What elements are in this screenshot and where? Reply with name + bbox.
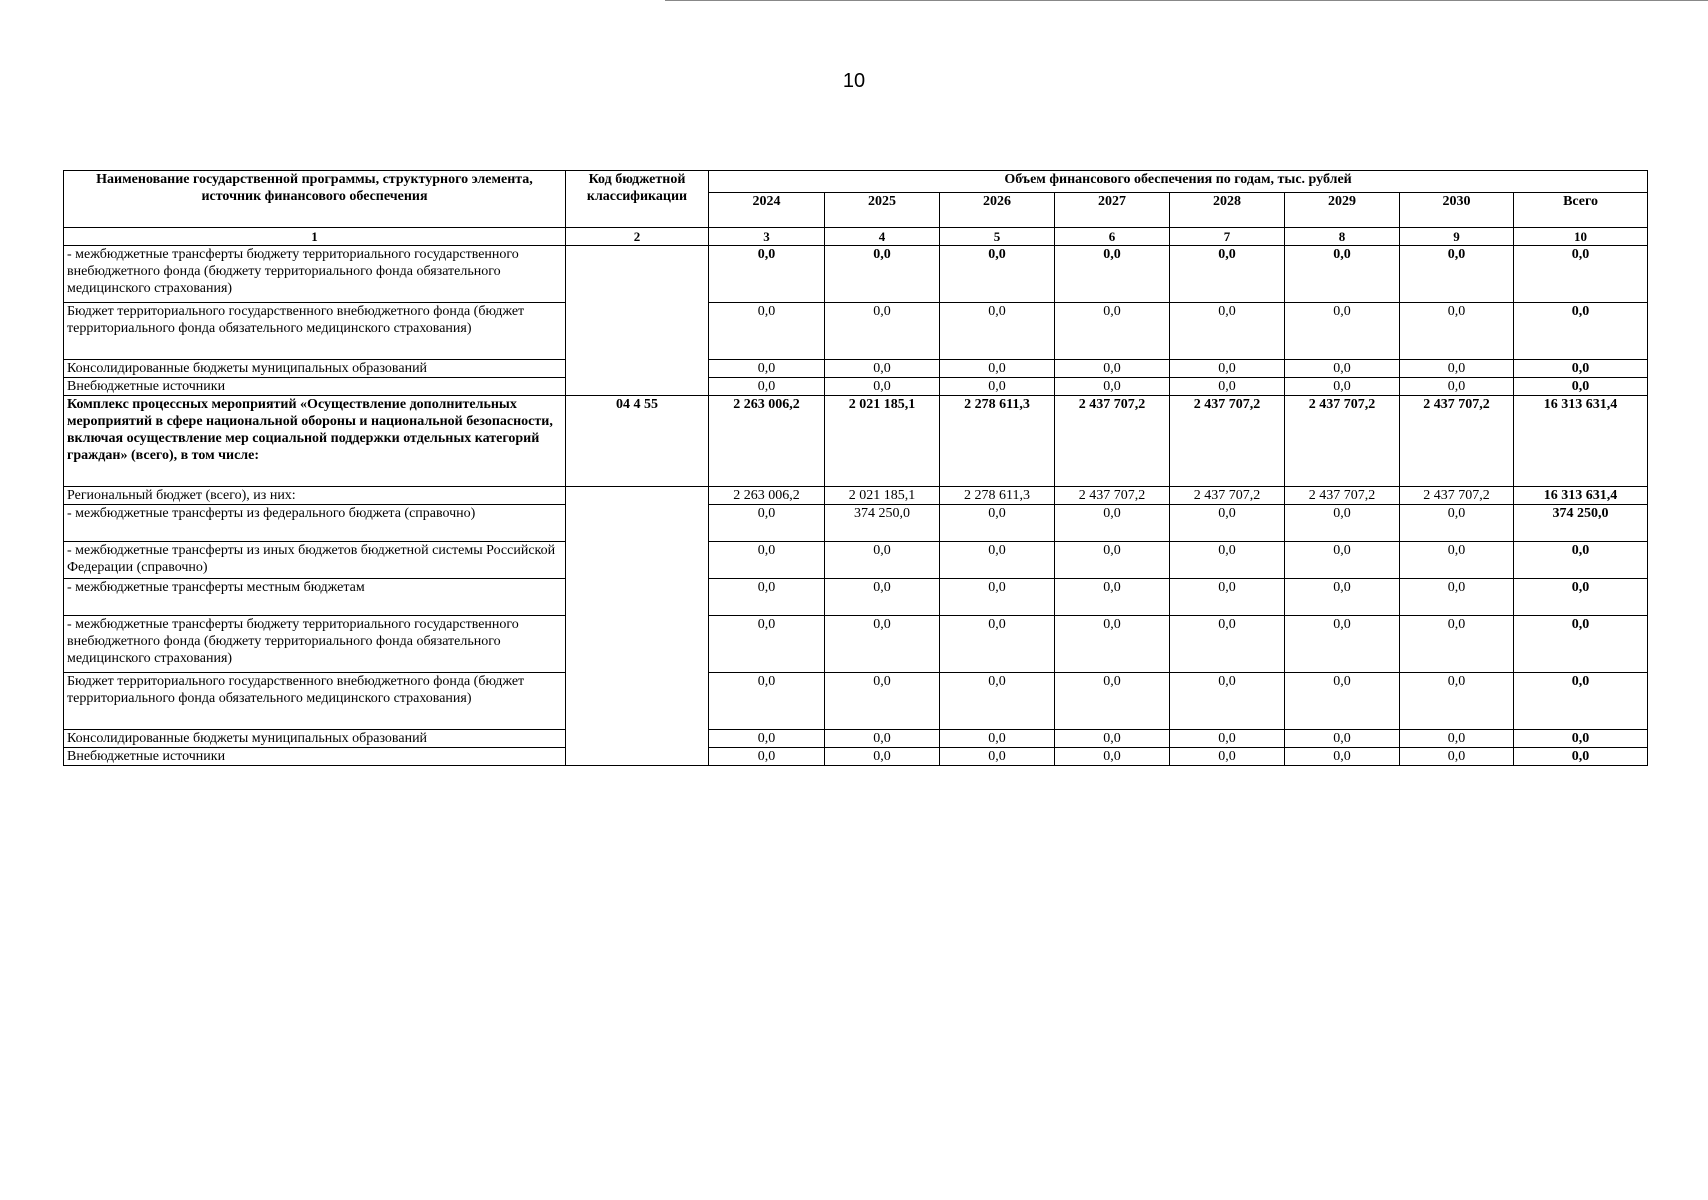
row-value: 2 263 006,2 [709, 396, 825, 487]
header-year: 2026 [940, 193, 1055, 228]
row-total: 16 313 631,4 [1514, 487, 1648, 505]
row-value: 0,0 [1055, 542, 1170, 579]
row-value: 2 021 185,1 [825, 487, 940, 505]
row-total: 0,0 [1514, 730, 1648, 748]
row-value: 0,0 [1400, 360, 1514, 378]
budget-table [63, 170, 1648, 766]
row-value: 0,0 [825, 246, 940, 303]
row-value: 0,0 [940, 616, 1055, 673]
row-value: 0,0 [1055, 673, 1170, 730]
row-value: 0,0 [1055, 616, 1170, 673]
row-value: 0,0 [1055, 579, 1170, 616]
header-code: Код бюджетной классификации [566, 171, 709, 228]
row-total: 0,0 [1514, 360, 1648, 378]
header-year: 2024 [709, 193, 825, 228]
table-row [64, 378, 1648, 396]
row-value: 0,0 [1285, 616, 1400, 673]
row-value: 0,0 [825, 360, 940, 378]
table-row [64, 616, 1648, 673]
index-cell: 4 [825, 228, 940, 246]
header-year: 2028 [1170, 193, 1285, 228]
row-value: 2 437 707,2 [1400, 396, 1514, 487]
row-value: 0,0 [1170, 378, 1285, 396]
row-code [566, 487, 709, 766]
row-value: 0,0 [1170, 303, 1285, 360]
row-total: 16 313 631,4 [1514, 396, 1648, 487]
row-value: 0,0 [709, 579, 825, 616]
header-row [64, 171, 1648, 193]
scan-edge-line [665, 0, 1708, 1]
row-total: 0,0 [1514, 246, 1648, 303]
row-total: 0,0 [1514, 378, 1648, 396]
row-value: 0,0 [1400, 542, 1514, 579]
header-year: 2025 [825, 193, 940, 228]
row-value: 0,0 [940, 378, 1055, 396]
row-value: 0,0 [709, 542, 825, 579]
row-value: 0,0 [1055, 748, 1170, 766]
row-value: 0,0 [1285, 673, 1400, 730]
table-row [64, 487, 1648, 505]
row-value: 0,0 [709, 616, 825, 673]
row-value: 0,0 [940, 730, 1055, 748]
row-value: 2 437 707,2 [1285, 396, 1400, 487]
row-value: 0,0 [709, 748, 825, 766]
row-total: 374 250,0 [1514, 505, 1648, 542]
row-value: 0,0 [1285, 505, 1400, 542]
row-value: 0,0 [825, 730, 940, 748]
row-value: 0,0 [709, 730, 825, 748]
row-value: 0,0 [1285, 246, 1400, 303]
index-cell: 5 [940, 228, 1055, 246]
table-row-program [64, 396, 1648, 487]
row-value: 0,0 [1170, 542, 1285, 579]
row-value: 0,0 [940, 505, 1055, 542]
header-index-row [64, 228, 1648, 246]
row-value: 0,0 [1170, 246, 1285, 303]
row-value: 0,0 [940, 542, 1055, 579]
row-value: 0,0 [1285, 730, 1400, 748]
row-value: 0,0 [1055, 303, 1170, 360]
row-value: 2 263 006,2 [709, 487, 825, 505]
row-value: 0,0 [1400, 505, 1514, 542]
table-row [64, 246, 1648, 303]
row-name: - межбюджетные трансферты из федерального бюджета (справочно) [64, 505, 566, 542]
index-cell: 7 [1170, 228, 1285, 246]
row-total: 0,0 [1514, 616, 1648, 673]
row-value: 0,0 [1055, 730, 1170, 748]
row-name: Консолидированные бюджеты муниципальных образований [64, 730, 566, 748]
row-value: 0,0 [1170, 673, 1285, 730]
header-year: 2029 [1285, 193, 1400, 228]
row-value: 0,0 [825, 673, 940, 730]
row-name: - межбюджетные трансферты местным бюджетам [64, 579, 566, 616]
row-value: 2 021 185,1 [825, 396, 940, 487]
row-value: 0,0 [825, 303, 940, 360]
row-value: 0,0 [709, 360, 825, 378]
row-value: 0,0 [1170, 505, 1285, 542]
table-row [64, 673, 1648, 730]
row-value: 0,0 [940, 246, 1055, 303]
row-name: Внебюджетные источники [64, 748, 566, 766]
index-cell: 8 [1285, 228, 1400, 246]
row-value: 0,0 [1285, 303, 1400, 360]
row-value: 2 278 611,3 [940, 396, 1055, 487]
row-total: 0,0 [1514, 579, 1648, 616]
index-cell: 10 [1514, 228, 1648, 246]
row-value: 0,0 [1400, 246, 1514, 303]
row-value: 0,0 [1400, 579, 1514, 616]
row-value: 0,0 [1170, 579, 1285, 616]
row-value: 0,0 [709, 246, 825, 303]
row-value: 2 437 707,2 [1170, 396, 1285, 487]
row-value: 0,0 [1170, 748, 1285, 766]
row-name: Внебюджетные источники [64, 378, 566, 396]
row-value: 0,0 [1055, 378, 1170, 396]
row-value: 0,0 [1170, 360, 1285, 378]
row-value: 0,0 [1055, 360, 1170, 378]
index-cell: 2 [566, 228, 709, 246]
row-value: 0,0 [940, 303, 1055, 360]
row-total: 0,0 [1514, 542, 1648, 579]
row-value: 2 437 707,2 [1285, 487, 1400, 505]
row-value: 0,0 [1285, 360, 1400, 378]
row-value: 0,0 [1400, 730, 1514, 748]
table-row [64, 730, 1648, 748]
row-total: 0,0 [1514, 303, 1648, 360]
row-value: 0,0 [825, 616, 940, 673]
row-value: 0,0 [940, 673, 1055, 730]
row-value: 2 278 611,3 [940, 487, 1055, 505]
row-name: - межбюджетные трансферты из иных бюджетов бюджетной системы Российской Федерации (справочно) [64, 542, 566, 579]
row-code: 04 4 55 [566, 396, 709, 487]
table-row [64, 505, 1648, 542]
row-name: - межбюджетные трансферты бюджету территориального государственного внебюджетного фонда (бюджету территориального фонда обязательного медицинского страхования) [64, 246, 566, 303]
row-value: 374 250,0 [825, 505, 940, 542]
index-cell: 6 [1055, 228, 1170, 246]
header-volume: Объем финансового обеспечения по годам, тыс. рублей [709, 171, 1648, 193]
table-row [64, 303, 1648, 360]
row-value: 0,0 [1285, 378, 1400, 396]
row-value: 2 437 707,2 [1055, 396, 1170, 487]
row-value: 0,0 [1055, 505, 1170, 542]
row-value: 0,0 [1170, 730, 1285, 748]
table-row [64, 542, 1648, 579]
row-name: Бюджет территориального государственного внебюджетного фонда (бюджет территориального фонда обязательного медицинского страхования) [64, 673, 566, 730]
index-cell: 3 [709, 228, 825, 246]
index-cell: 1 [64, 228, 566, 246]
row-value: 0,0 [825, 748, 940, 766]
row-value: 0,0 [940, 579, 1055, 616]
row-total: 0,0 [1514, 748, 1648, 766]
table-row [64, 748, 1648, 766]
row-value: 0,0 [1400, 748, 1514, 766]
header-name: Наименование государственной программы, структурного элемента, источник финансового обеспечения [64, 171, 566, 228]
header-year: 2027 [1055, 193, 1170, 228]
row-value: 0,0 [1400, 378, 1514, 396]
row-value: 0,0 [1400, 303, 1514, 360]
row-value: 2 437 707,2 [1055, 487, 1170, 505]
row-value: 0,0 [709, 505, 825, 542]
row-value: 0,0 [1400, 616, 1514, 673]
row-value: 0,0 [940, 748, 1055, 766]
row-name: Региональный бюджет (всего), из них: [64, 487, 566, 505]
row-value: 0,0 [1400, 673, 1514, 730]
row-value: 0,0 [1055, 246, 1170, 303]
row-value: 0,0 [1285, 542, 1400, 579]
row-value: 0,0 [825, 579, 940, 616]
row-value: 0,0 [709, 378, 825, 396]
row-value: 0,0 [1170, 616, 1285, 673]
row-value: 0,0 [825, 542, 940, 579]
row-value: 0,0 [940, 360, 1055, 378]
row-name: Консолидированные бюджеты муниципальных образований [64, 360, 566, 378]
row-value: 0,0 [825, 378, 940, 396]
header-year: Всего [1514, 193, 1648, 228]
row-total: 0,0 [1514, 673, 1648, 730]
page-number: 10 [842, 70, 866, 92]
row-value: 0,0 [1285, 748, 1400, 766]
row-value: 0,0 [1285, 579, 1400, 616]
table-row [64, 579, 1648, 616]
row-value: 2 437 707,2 [1400, 487, 1514, 505]
row-name: Бюджет территориального государственного внебюджетного фонда (бюджет территориального фонда обязательного медицинского страхования) [64, 303, 566, 360]
row-name: - межбюджетные трансферты бюджету территориального государственного внебюджетного фонда (бюджету территориального фонда обязательного медицинского страхования) [64, 616, 566, 673]
row-name: Комплекс процессных мероприятий «Осуществление дополнительных мероприятий в сфере национальной обороны и национальной безопасности, включая осуществление мер социальной поддержки отдельных категорий граждан» (всего), в том числе: [64, 396, 566, 487]
row-value: 0,0 [709, 673, 825, 730]
table-row [64, 360, 1648, 378]
row-value: 0,0 [709, 303, 825, 360]
header-year: 2030 [1400, 193, 1514, 228]
index-cell: 9 [1400, 228, 1514, 246]
row-code [566, 246, 709, 396]
row-value: 2 437 707,2 [1170, 487, 1285, 505]
